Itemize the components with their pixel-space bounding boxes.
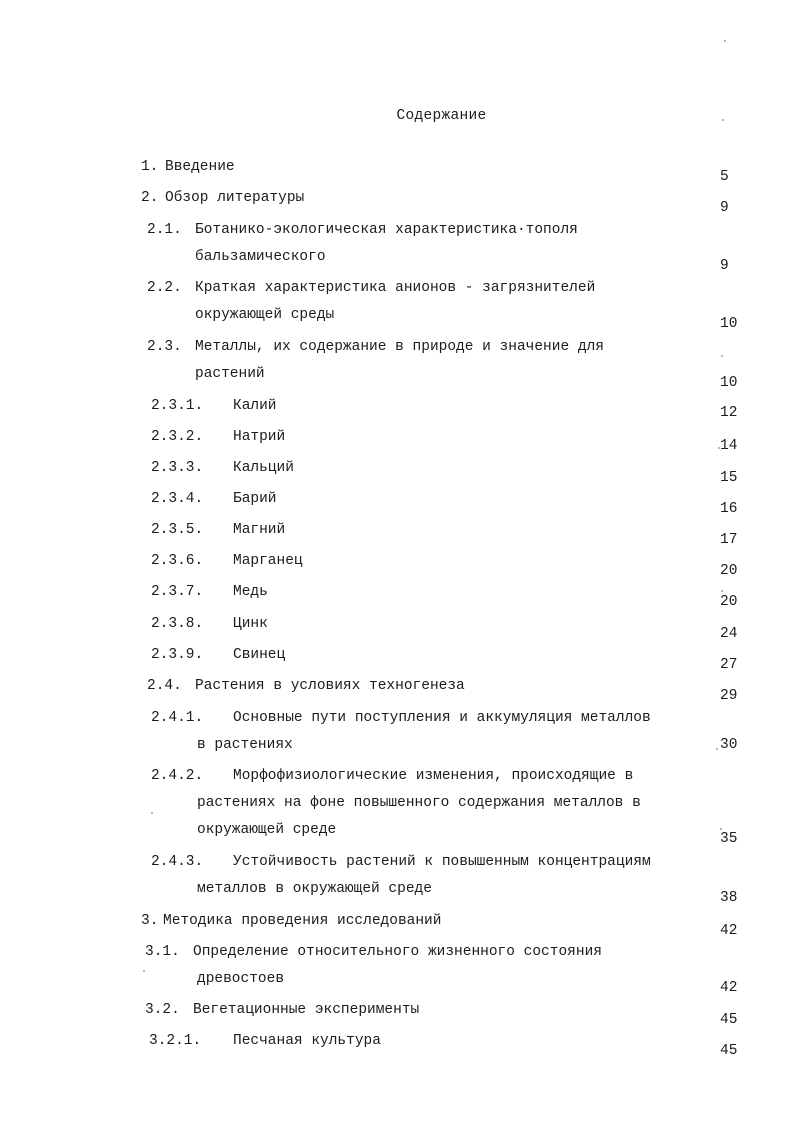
toc-entry-title: Растения в условиях техногенеза xyxy=(195,678,465,694)
toc-entry-page: 16 xyxy=(720,501,738,517)
toc-entry-page: 20 xyxy=(720,563,738,579)
toc-entry-title: Вегетационные эксперименты xyxy=(193,1002,420,1018)
toc-entry-number: 3.2.1. xyxy=(149,1033,202,1049)
toc-entry-title: Барий xyxy=(233,491,277,507)
scan-speck xyxy=(718,447,720,449)
toc-entry-number: 2.4. xyxy=(147,678,182,694)
toc-entry-number: 2.4.2. xyxy=(151,768,204,784)
toc-entry-number: 2.3. xyxy=(147,339,182,355)
toc-entry-number: 2. xyxy=(141,190,159,206)
toc-entry-title: Устойчивость растений к повышенным концентрациям xyxy=(233,854,651,870)
scan-speck xyxy=(143,970,145,972)
toc-entry-page: 45 xyxy=(720,1012,738,1028)
toc-entry-page: 9 xyxy=(720,200,729,216)
toc-entry-title: Калий xyxy=(233,398,277,414)
toc-entry-title: Ботанико-экологическая характеристика·тополя xyxy=(195,222,578,238)
scan-speck xyxy=(721,355,723,357)
toc-entry-page: 42 xyxy=(720,980,738,996)
toc-entry-number: 3. xyxy=(141,913,159,929)
toc-entry-page: 42 xyxy=(720,923,738,939)
toc-entry-page: 35 xyxy=(720,831,738,847)
toc-entry-page: 27 xyxy=(720,657,738,673)
toc-entry-title: Определение относительного жизненного состояния xyxy=(193,944,602,960)
toc-entry-title-continued: металлов в окружающей среде xyxy=(197,881,432,897)
toc-entry-title-continued: окружающей среде xyxy=(197,822,337,838)
toc-entry-page: 10 xyxy=(720,316,738,332)
toc-entry-number: 2.3.9. xyxy=(151,647,204,663)
toc-entry-page: 45 xyxy=(720,1043,738,1059)
toc-entry-title: Введение xyxy=(165,159,235,175)
scan-speck xyxy=(721,590,723,592)
toc-entry-title: Морфофизиологические изменения, происходящие в xyxy=(233,768,634,784)
toc-entry-number: 2.3.3. xyxy=(151,460,204,476)
toc-entry-number: 1. xyxy=(141,159,159,175)
toc-entry-page: 30 xyxy=(720,737,738,753)
toc-entry-number: 2.3.4. xyxy=(151,491,204,507)
toc-entry-title-continued: окружающей среды xyxy=(195,307,335,323)
toc-entry-page: 29 xyxy=(720,688,738,704)
page-title: Содержание xyxy=(396,108,487,124)
toc-entry-title: Медь xyxy=(233,584,268,600)
toc-entry-title: Краткая характеристика анионов - загрязнителей xyxy=(195,280,596,296)
toc-entry-title: Магний xyxy=(233,522,286,538)
toc-entry-title-continued: в растениях xyxy=(197,737,293,753)
toc-entry-page: 10 xyxy=(720,375,738,391)
toc-entry-title: Свинец xyxy=(233,647,286,663)
toc-entry-number: 2.1. xyxy=(147,222,182,238)
scan-speck xyxy=(716,748,718,750)
toc-entry-title: Металлы, их содержание в природе и значение для xyxy=(195,339,604,355)
toc-entry-title: Обзор литературы xyxy=(165,190,305,206)
toc-entry-title: Основные пути поступления и аккумуляция металлов xyxy=(233,710,651,726)
toc-entry-title: Методика проведения исследований xyxy=(163,913,442,929)
toc-entry-title-continued: растений xyxy=(195,366,265,382)
toc-entry-page: 12 xyxy=(720,405,738,421)
toc-entry-number: 2.3.2. xyxy=(151,429,204,445)
toc-entry-title: Натрий xyxy=(233,429,286,445)
toc-entry-page: 9 xyxy=(720,258,729,274)
toc-entry-number: 2.3.5. xyxy=(151,522,204,538)
toc-entry-number: 2.4.1. xyxy=(151,710,204,726)
toc-entry-number: 2.4.3. xyxy=(151,854,204,870)
toc-entry-title: Песчаная культура xyxy=(233,1033,381,1049)
toc-entry-number: 2.3.8. xyxy=(151,616,204,632)
toc-entry-title: Цинк xyxy=(233,616,268,632)
toc-entry-number: 2.3.7. xyxy=(151,584,204,600)
scan-speck xyxy=(724,40,726,42)
toc-entry-page: 17 xyxy=(720,532,738,548)
toc-entry-page: 20 xyxy=(720,594,738,610)
toc-entry-page: 24 xyxy=(720,626,738,642)
toc-entry-page: 15 xyxy=(720,470,738,486)
toc-entry-number: 2.3.1. xyxy=(151,398,204,414)
toc-entry-title-continued: бальзамического xyxy=(195,249,326,265)
toc-entry-number: 3.1. xyxy=(145,944,180,960)
toc-entry-title: Кальций xyxy=(233,460,294,476)
toc-entry-page: 38 xyxy=(720,890,738,906)
toc-entry-page: 5 xyxy=(720,169,729,185)
toc-entry-title-continued: древостоев xyxy=(197,971,285,987)
toc-entry-number: 2.3.6. xyxy=(151,553,204,569)
toc-entry-title-continued: растениях на фоне повышенного содержания металлов в xyxy=(197,795,641,811)
scan-speck xyxy=(722,119,724,121)
scan-speck xyxy=(151,812,153,814)
toc-entry-number: 3.2. xyxy=(145,1002,180,1018)
scan-speck xyxy=(720,828,722,830)
toc-entry-page: 14 xyxy=(720,438,738,454)
toc-entry-number: 2.2. xyxy=(147,280,182,296)
toc-entry-title: Марганец xyxy=(233,553,303,569)
